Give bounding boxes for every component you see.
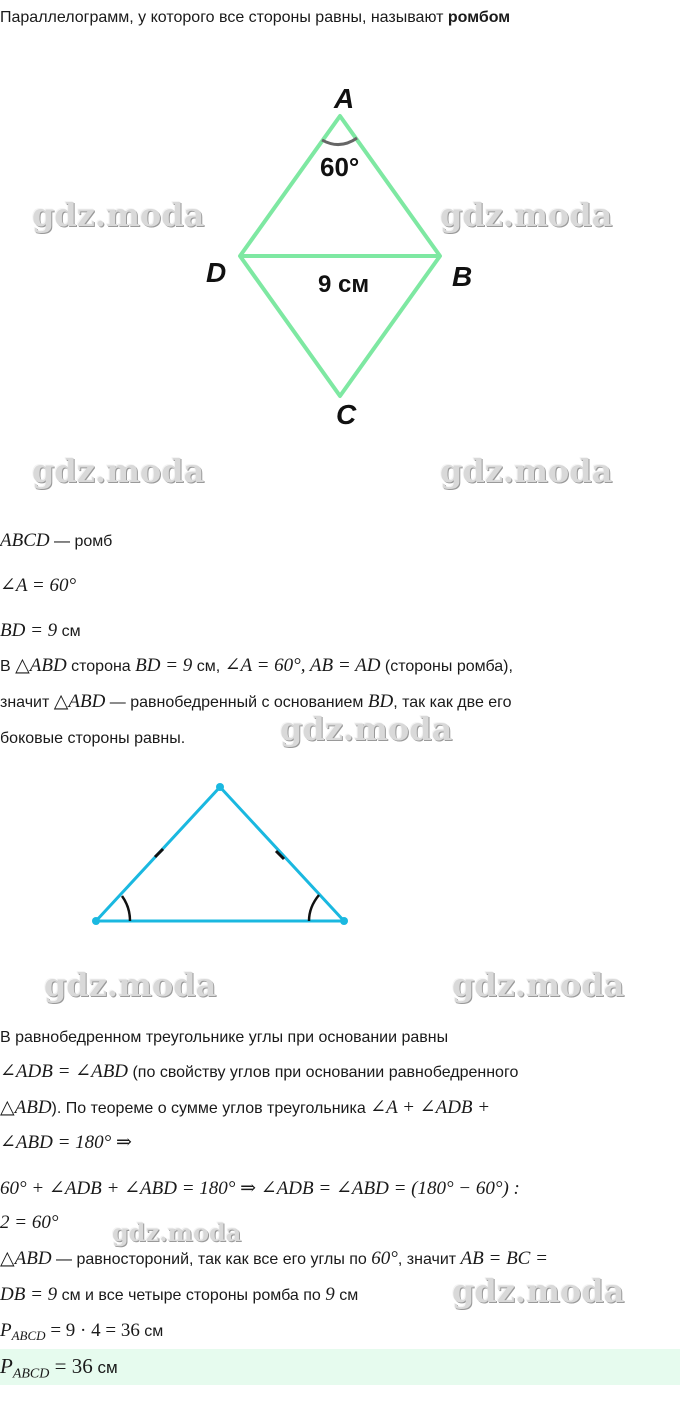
math-expr: P	[0, 1354, 13, 1378]
given-line-1	[0, 530, 112, 553]
text: (стороны ромба),	[380, 658, 513, 675]
vertex-label-b: B	[452, 261, 473, 292]
math-expr: BD = 9	[0, 620, 58, 641]
text: , значит	[397, 1251, 461, 1268]
math-expr: ABCD	[0, 530, 50, 551]
watermark-logo: gdz.moda	[440, 452, 613, 490]
watermark-logo: gdz.moda	[280, 710, 453, 748]
para1-line-2	[0, 691, 512, 714]
watermark-logo: gdz.moda	[32, 452, 205, 490]
math-expr: ∠ADB = ∠ABD	[0, 1061, 129, 1082]
text: В	[0, 658, 16, 675]
para2-line-1: В равнобедренном треугольнике углы при основании равны	[0, 1029, 449, 1046]
math-expr: DB = 9	[0, 1284, 58, 1305]
text: см	[139, 1323, 164, 1340]
math-expr: ∠A = 60°, AB = AD	[224, 655, 381, 676]
vertex-point	[92, 917, 100, 925]
intro-bold-term: ромбом	[447, 9, 511, 26]
para1-line-1	[0, 655, 513, 678]
math-expr: BD	[367, 691, 394, 712]
math-expr: BD = 9	[135, 655, 193, 676]
base-angle-arc-right	[309, 895, 319, 921]
given-line-2	[0, 575, 76, 598]
para2-line-3	[0, 1097, 490, 1120]
math-expr: △ABD	[53, 691, 106, 712]
watermark-logo: gdz.moda	[32, 196, 205, 234]
math-expr: AB = BC =	[460, 1248, 548, 1269]
tick-mark-left	[155, 849, 163, 857]
text: см и все четыре стороны ромба по	[57, 1287, 326, 1304]
para2-line-7	[0, 1248, 548, 1271]
math-expr: 9	[325, 1284, 335, 1305]
vertex-point	[340, 917, 348, 925]
watermark-logo: gdz.moda	[112, 1218, 242, 1247]
vertex-point	[216, 783, 224, 791]
text: см	[57, 623, 81, 640]
math-expr: P	[0, 1320, 12, 1341]
text: значит	[0, 694, 54, 711]
watermark-logo: gdz.moda	[440, 196, 613, 234]
text: см	[334, 1287, 359, 1304]
text: — равнобедренный с основанием	[105, 694, 368, 711]
text: ). По теореме о сумме углов треугольника	[51, 1100, 371, 1117]
math-expr: ∠ABD = 180° ⇒	[0, 1132, 132, 1153]
angle-label: 60°	[320, 152, 360, 182]
math-expr: ∠A = 60°	[0, 575, 77, 596]
para2-line-2	[0, 1061, 518, 1084]
math-expr: = 36	[49, 1354, 93, 1378]
math-expr: △ABD	[15, 655, 67, 676]
intro-sentence: Параллелограмм, у которого все стороны равны, называют	[0, 9, 448, 26]
math-expr: △ABD	[0, 1248, 52, 1269]
text: сторона	[66, 658, 136, 675]
math-expr: 2 = 60°	[0, 1212, 59, 1233]
para1-line-3: боковые стороны равны.	[0, 730, 186, 747]
para2-line-6	[0, 1212, 58, 1235]
math-expr: = 9 · 4 = 36	[45, 1320, 140, 1341]
vertex-label-d: D	[206, 257, 227, 288]
vertex-label-a: A	[334, 83, 355, 114]
answer-line	[0, 1355, 118, 1385]
para2-line-4	[0, 1132, 132, 1155]
para2-line-5	[0, 1178, 520, 1201]
watermark-logo: gdz.moda	[44, 966, 217, 1004]
angle-a-arc	[322, 138, 357, 145]
given-line-3	[0, 620, 81, 643]
text: , так как две его	[393, 694, 512, 711]
vertex-label-c: C	[336, 399, 357, 430]
text: см,	[192, 658, 225, 675]
text: — ромб	[49, 533, 113, 550]
math-expr: △ABD	[0, 1097, 52, 1118]
math-expr: 60°	[371, 1248, 398, 1269]
text: (по свойству углов при основании равнобедренного	[128, 1064, 519, 1081]
math-expr: ∠A + ∠ADB +	[370, 1097, 491, 1118]
math-expr: 60° + ∠ADB + ∠ABD = 180° ⇒ ∠ADB = ∠ABD = (180° − 60°) :	[0, 1178, 520, 1199]
text: — равностороний, так как все его углы по	[51, 1251, 372, 1268]
rhombus-diagram	[0, 70, 680, 440]
math-subscript: ABCD	[12, 1366, 50, 1382]
para2-line-8	[0, 1284, 358, 1307]
math-subscript: ABCD	[11, 1328, 46, 1344]
intro-text	[0, 7, 510, 29]
triangle-shape	[96, 787, 344, 921]
base-angle-arc-left	[122, 896, 130, 921]
watermark-logo: gdz.moda	[452, 966, 625, 1004]
side-label: 9 см	[318, 271, 370, 298]
perimeter-calculation	[0, 1320, 163, 1347]
text: см	[92, 1358, 118, 1377]
isosceles-triangle-diagram	[0, 775, 680, 935]
watermark-logo: gdz.moda	[452, 1272, 625, 1310]
